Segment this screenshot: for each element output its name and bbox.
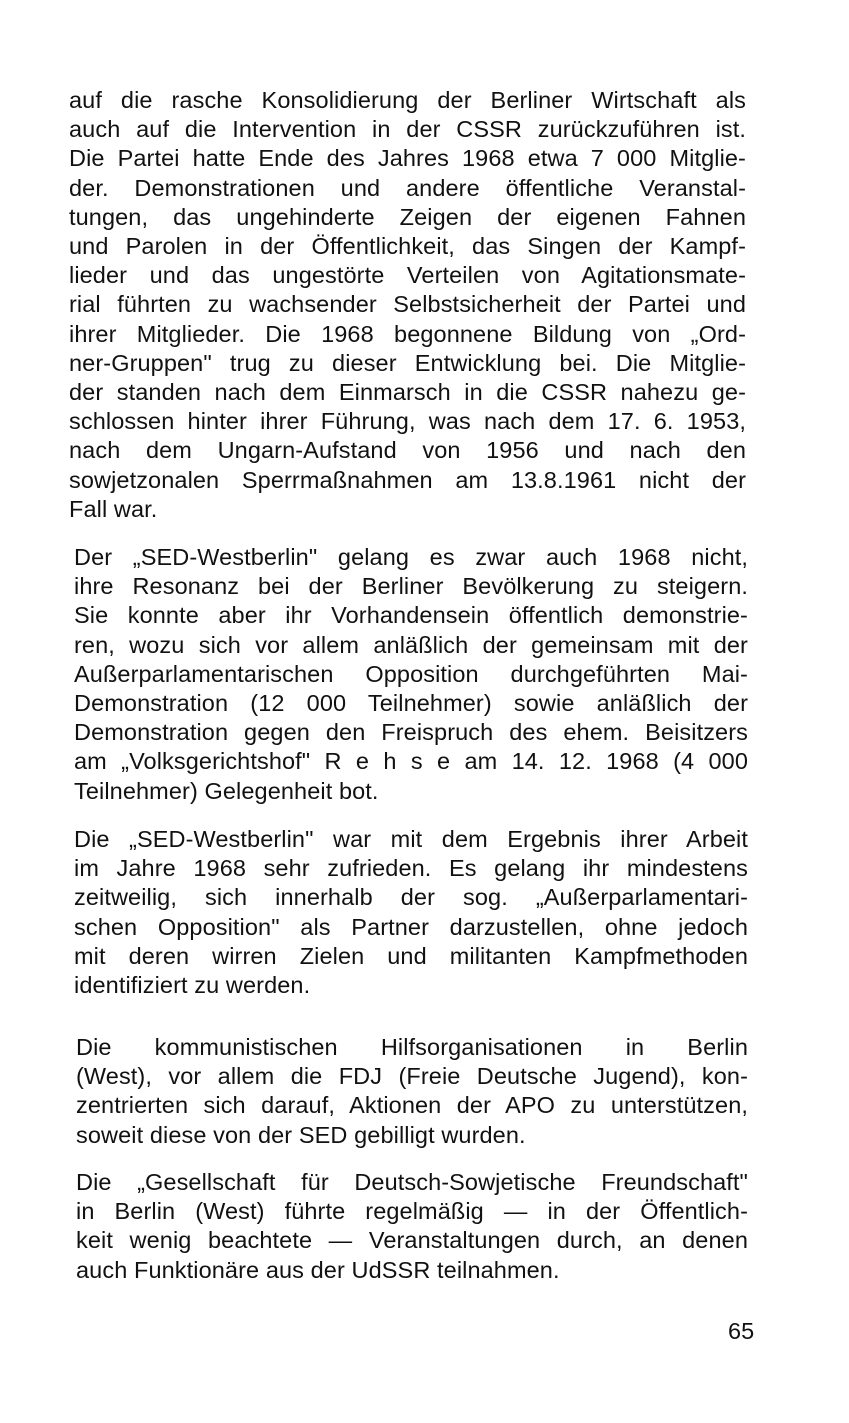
- paragraph-satisfaction: [74, 825, 748, 1000]
- text-line: Sie konnte aber ihr Vorhandensein öffentlich demonstrie-: [74, 602, 748, 629]
- text-line: soweit diese von der SED gebilligt wurden.: [76, 1121, 526, 1148]
- text-line: Die „SED-Westberlin" war mit dem Ergebnis ihrer Arbeit: [74, 826, 748, 852]
- text-line: rial führten zu wachsender Selbstsicherheit der Partei und: [69, 291, 746, 318]
- text-line: ihre Resonanz bei der Berliner Bevölkerung zu steigern.: [74, 573, 748, 600]
- text-line: am „Volksgerichtshof" R e h s e am 14. 12. 1968 (4 000: [74, 748, 748, 775]
- paragraph-friendship-society: [76, 1168, 748, 1285]
- text-line: und Parolen in der Öffentlichkeit, das Singen der Kampf-: [69, 233, 746, 260]
- text-line: Die Partei hatte Ende des Jahres 1968 etwa 7 000 Mitglie-: [69, 145, 746, 172]
- text-line: mit deren wirren Zielen und militanten Kampfmethoden: [74, 942, 748, 969]
- text-line: schlossen hinter ihrer Führung, was nach dem 17. 6. 1953,: [69, 408, 746, 435]
- text-line: der. Demonstrationen und andere öffentliche Veranstal-: [69, 174, 746, 201]
- text-line: tungen, das ungehinderte Zeigen der eigenen Fahnen: [69, 203, 746, 230]
- text-line: sowjetzonalen Sperrmaßnahmen am 13.8.1961 nicht der: [69, 466, 746, 493]
- text-line: Außerparlamentarischen Opposition durchgeführten Mai-: [74, 660, 748, 687]
- text-line: ren, wozu sich vor allem anläßlich der gemeinsam mit der: [74, 631, 748, 658]
- text-line: nach dem Ungarn-Aufstand von 1956 und nach den: [69, 437, 746, 464]
- paragraph-resonance: [74, 543, 748, 806]
- text-line: ihrer Mitglieder. Die 1968 begonnene Bildung von „Ord-: [69, 320, 746, 347]
- paragraph-auxiliary-organisations: [76, 1033, 748, 1150]
- text-line: der standen nach dem Einmarsch in die CSSR nahezu ge-: [69, 379, 746, 406]
- text-line: Fall war.: [69, 495, 158, 522]
- text-line: keit wenig beachtete — Veranstaltungen durch, an denen: [76, 1227, 748, 1254]
- text-line: in Berlin (West) führte regelmäßig — in der Öffentlich-: [76, 1198, 748, 1225]
- text-line: auch Funktionäre aus der UdSSR teilnahmen.: [76, 1256, 560, 1283]
- text-line: Demonstration gegen den Freispruch des ehem. Beisitzers: [74, 719, 748, 746]
- paragraph-consolidation: [69, 86, 746, 524]
- text-line: Die kommunistischen Hilfsorganisationen in Berlin: [76, 1034, 748, 1060]
- text-line: ner-Gruppen" trug zu dieser Entwicklung bei. Die Mitglie-: [69, 349, 746, 376]
- text-line: im Jahre 1968 sehr zufrieden. Es gelang ihr mindestens: [74, 855, 748, 882]
- text-line: (West), vor allem die FDJ (Freie Deutsche Jugend), kon-: [76, 1063, 748, 1090]
- text-line: Teilnehmer) Gelegenheit bot.: [74, 777, 379, 804]
- text-line: identifiziert zu werden.: [74, 972, 311, 999]
- text-line: auch auf die Intervention in der CSSR zurückzuführen ist.: [69, 116, 746, 143]
- text-line: auf die rasche Konsolidierung der Berliner Wirtschaft als: [69, 87, 746, 113]
- page-number: 65: [728, 1318, 755, 1344]
- text-line: Die „Gesellschaft für Deutsch-Sowjetische Freundschaft": [76, 1169, 748, 1195]
- text-line: zeitweilig, sich innerhalb der sog. „Außerparlamentari-: [74, 884, 748, 911]
- text-line: lieder und das ungestörte Verteilen von Agitationsmate-: [69, 262, 746, 289]
- text-line: Der „SED-Westberlin" gelang es zwar auch 1968 nicht,: [74, 544, 748, 570]
- text-line: schen Opposition" als Partner darzustellen, ohne jedoch: [74, 913, 748, 940]
- text-line: zentrierten sich darauf, Aktionen der APO zu unterstützen,: [76, 1092, 748, 1119]
- text-line: Demonstration (12 000 Teilnehmer) sowie anläßlich der: [74, 690, 748, 717]
